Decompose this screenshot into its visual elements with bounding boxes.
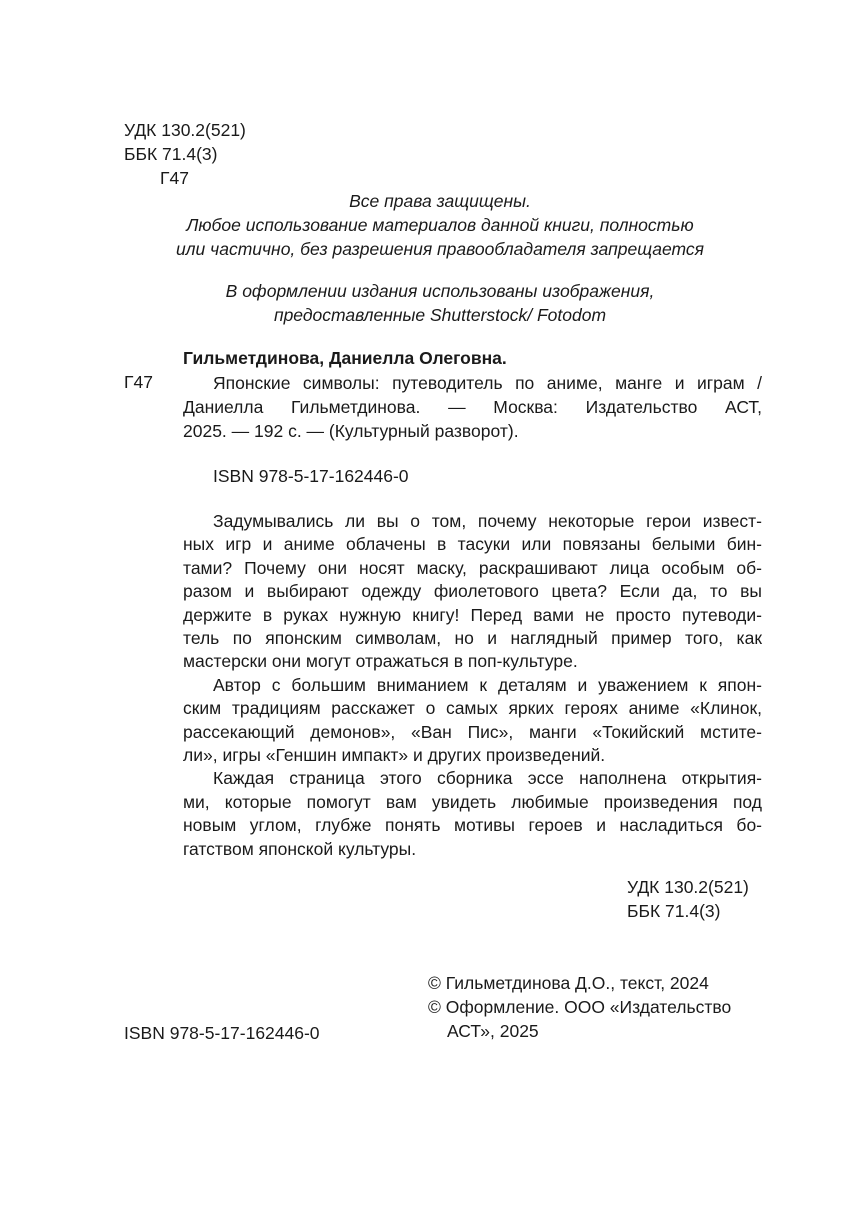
bib-author-mark: Г47	[124, 372, 153, 392]
bib-line: 2025. — 192 с. — (Культурный разворот).	[183, 421, 519, 441]
copyright-design: © Оформление. ООО «Издательство	[428, 997, 732, 1017]
annotation-line: Каждая страница этого сборника эссе наполнена открытия-	[213, 768, 762, 789]
rights-notice-line: или частично, без разрешения правообладателя запрещается	[175, 239, 705, 259]
annotation-line: тами? Почему они носят маску, раскрашивают лица особым об-	[183, 557, 762, 578]
copyright-text: © Гильметдинова Д.О., текст, 2024	[428, 973, 709, 993]
bibliographic-description	[183, 371, 762, 443]
annotation-line: рассекающий демонов», «Ван Пис», манги «Токийский мстите-	[183, 721, 762, 742]
rights-notice-line: Любое использование материалов данной книги, полностью	[186, 215, 694, 235]
author-mark: Г47	[160, 168, 189, 188]
rights-notice-line: Все права защищены.	[349, 191, 531, 211]
annotation-line: ским традициям расскажет о самых ярких героях аниме «Клинок,	[183, 698, 762, 719]
annotation	[183, 510, 762, 861]
images-notice-line: В оформлении издания использованы изображения,	[225, 281, 655, 301]
isbn-bottom: ISBN 978-5-17-162446-0	[124, 1023, 320, 1043]
bib-line: Даниелла Гильметдинова. — Москва: Издательство АСТ,	[183, 397, 762, 417]
isbn: ISBN 978-5-17-162446-0	[213, 466, 409, 486]
annotation-line: ных игр и аниме облачены в тасуки или повязаны белыми бин-	[183, 534, 762, 555]
udk-code-bottom: УДК 130.2(521)	[627, 877, 749, 897]
annotation-line: ми, которые помогут вам увидеть любимые произведения под	[183, 791, 762, 812]
annotation-line: мастерски они могут отражаться в поп-культуре.	[183, 651, 578, 672]
annotation-line: держите в руках нужную книгу! Перед вами не просто путеводи-	[183, 604, 762, 625]
annotation-line: тель по японским символам, но и наглядный пример того, как	[183, 628, 762, 649]
annotation-line: Автор с большим вниманием к деталям и уважением к япон-	[213, 674, 762, 695]
images-notice-line: предоставленные Shutterstock/ Fotodom	[273, 305, 607, 325]
bbk-code-bottom: ББК 71.4(3)	[627, 901, 721, 921]
copyright-design-cont: АСТ», 2025	[447, 1021, 539, 1041]
annotation-line: ли», игры «Геншин импакт» и других произведений.	[183, 745, 606, 766]
bib-line: Японские символы: путеводитель по аниме, манге и играм /	[213, 373, 762, 393]
annotation-line: гатством японской культуры.	[183, 838, 417, 859]
annotation-line: новым углом, глубже понять мотивы героев и насладиться бо-	[183, 815, 762, 836]
bbk-code: ББК 71.4(3)	[124, 144, 218, 164]
udk-code: УДК 130.2(521)	[124, 120, 246, 140]
annotation-line: разом и выбирают одежду фиолетового цвета? Если да, то вы	[183, 581, 762, 602]
annotation-line: Задумывались ли вы о том, почему некоторые герои извест-	[213, 511, 762, 531]
author-heading: Гильметдинова, Даниелла Олеговна.	[183, 348, 507, 368]
